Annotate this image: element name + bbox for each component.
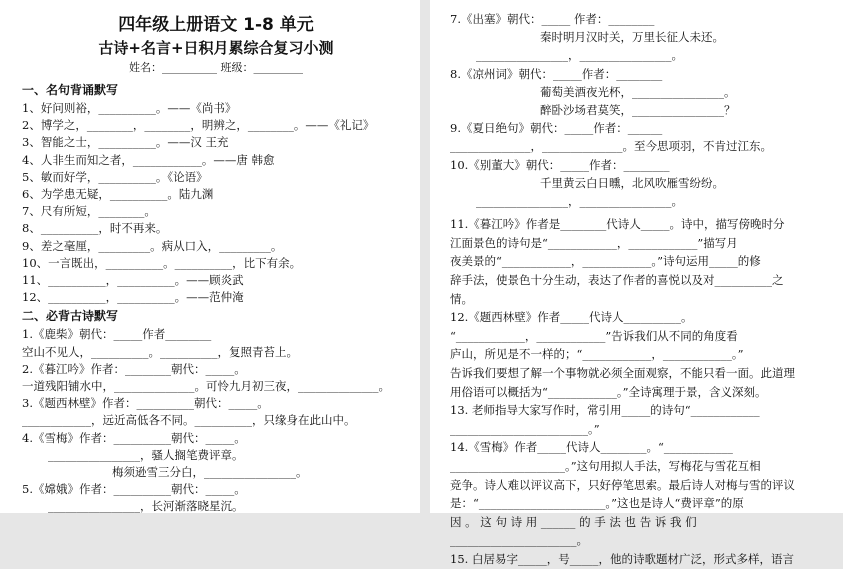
poem-line: ________________，________________。 [476, 48, 683, 63]
quote-line: 4、人非生而知之者，____________。——唐 韩愈 [22, 152, 275, 167]
poem-line: 8.《凉州词》朝代：_____作者：________ [450, 66, 663, 81]
question-11-line: 情。 [450, 291, 473, 306]
poem-line: 7.《出塞》朝代：_____ 作者：________ [450, 12, 655, 26]
right-page [430, 0, 843, 566]
quote-line: 11、__________，__________。——顾炎武 [22, 273, 244, 288]
page-title: 四年级上册语文 1-8 单元 [118, 15, 314, 35]
poem-line: ______________，______________。至今思项羽，不肯过江东。 [450, 139, 772, 154]
question-13-line: 13. 老师指导大家写作时，常引用_____的诗句“____________ [450, 403, 760, 418]
quote-line: 9、差之毫厘，_________。病从口入，_________。 [22, 238, 283, 253]
question-12-line: 告诉我们要想了解一个事物就必须全面观察，不能只看一面。此道理 [450, 365, 795, 380]
question-11-line: 11.《暮江吟》作者是________代诗人_____。诗中，描写傍晚时分 [450, 217, 785, 232]
poem-line: 4.《雪梅》作者：__________朝代：_____。 [22, 430, 246, 445]
poem-line: 1.《鹿柴》朝代：_____作者________ [22, 327, 212, 342]
poem-line: 醉卧沙场君莫笑，________________？ [540, 103, 736, 118]
question-14-line: 因 。 这 句 诗 用 ______ 的 手 法 也 告 诉 我 们 [450, 514, 697, 529]
quote-line: 1、好问则裕，__________。——《尚书》 [22, 101, 237, 115]
quote-line: 12、__________，__________。——范仲淹 [22, 290, 244, 305]
quote-line: 2、博学之，________，________，明辨之，________。——《礼记》 [22, 118, 375, 133]
section-heading-poems: 二、必背古诗默写 [22, 309, 119, 324]
poem-line: 3.《题西林壁》作者：__________朝代：_____。 [22, 396, 269, 411]
quote-line: 10、一言既出，__________。__________，比下有余。 [22, 255, 302, 270]
poem-line: 2.《暮江吟》作者：________朝代：_____。 [22, 361, 246, 376]
question-15-line: 15. 白居易字_____，号_____，他的诗歌题材广泛，形式多样，语言 [450, 551, 794, 566]
question-12-line: 12.《题西林壁》作者_____代诗人__________。 [450, 310, 693, 325]
poem-line: 5.《嫦娥》作者：__________朝代：_____。 [22, 482, 246, 497]
question-12-line: 庐山，所见是不一样的；“____________，____________。” [450, 347, 744, 362]
question-11-line: 江面景色的诗句是“____________，____________”描写月 [450, 235, 738, 250]
question-12-line: “____________，____________”告诉我们从不同的角度看 [450, 328, 738, 343]
poem-line: 一道残阳铺水中，______________。可怜九月初三夜，______________。 [22, 379, 390, 394]
quote-line: 8、__________，时不再来。 [22, 221, 168, 236]
poem-line: ____________，远近高低各不同。__________，只缘身在此山中。 [22, 413, 356, 428]
question-14-line: ______________________。 [450, 533, 588, 548]
quote-line: 6、为学患无疑，__________。陆九渊 [22, 187, 214, 202]
poem-line: 10.《别董大》朝代：_____作者：________ [450, 157, 670, 172]
quote-line: 5、敏而好学，__________。《论语》 [22, 169, 208, 184]
poem-line: 秦时明月汉时关，万里长征人未还。 [540, 30, 724, 45]
poem-line: 空山不见人，__________。__________，复照青苔上。 [22, 344, 298, 359]
question-13-line: ________________________。” [450, 421, 600, 436]
name-class-line: 姓名：__________ 班级：_________ [129, 61, 303, 74]
question-14-line: 14.《雪梅》作者_____代诗人________。“____________ [450, 440, 733, 455]
poem-line: ________________，骚人搁笔费评章。 [48, 447, 244, 462]
left-page [0, 0, 420, 513]
section-heading-quotes: 一、名句背诵默写 [22, 83, 119, 97]
question-11-line: 辞手法，使景色十分生动，表达了作者的喜悦以及对__________之 [450, 273, 784, 288]
poem-line: 葡萄美酒夜光杯，________________。 [540, 84, 736, 99]
poem-line: 9.《夏日绝句》朝代：_____作者：______ [450, 121, 663, 136]
question-11-line: 夜美景的“____________，____________。”诗句运用_____的修 [450, 254, 761, 269]
quote-line: 7、尺有所短，________。 [22, 204, 156, 219]
poem-line: 千里黄云白日曛，北风吹雁雪纷纷。 [540, 175, 724, 190]
quote-line: 3、智能之士，__________。——汉 王充 [22, 135, 229, 150]
question-14-line: 竞争。诗人难以评议高下，只好停笔思索。最后诗人对梅与雪的评议 [450, 477, 795, 492]
question-14-line: 是：“______________________。”这也是诗人“费评章”的原 [450, 496, 744, 511]
poem-line: ________________，长河渐落晓星沉。 [48, 499, 244, 514]
question-14-line: ____________________。”这句用拟人手法，写梅花与雪花互相 [450, 458, 761, 473]
poem-line: 梅须逊雪三分白，________________。 [112, 465, 308, 480]
page-subtitle: 古诗+名言+日积月累综合复习小测 [98, 39, 334, 57]
question-12-line: 用俗语可以概括为“____________。”全诗寓理于景，含义深刻。 [450, 384, 767, 399]
poem-line: ________________，________________。 [476, 194, 683, 209]
